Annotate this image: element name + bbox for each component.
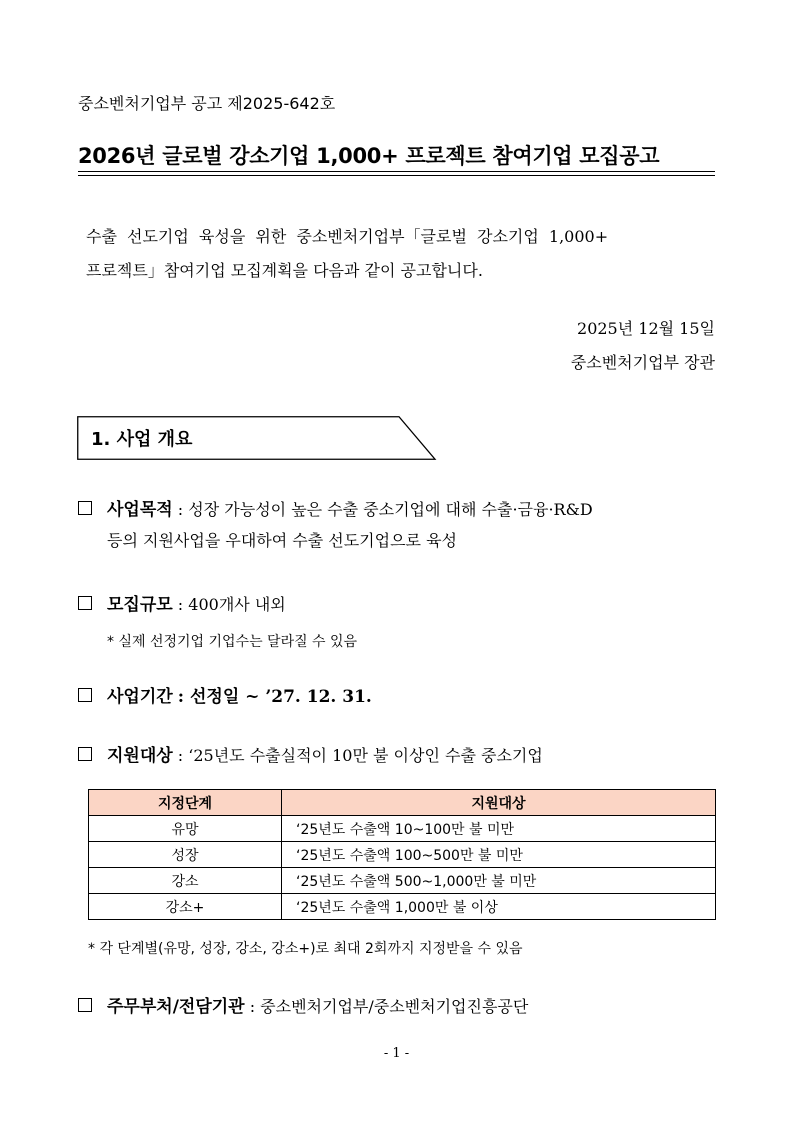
checkbox-icon bbox=[78, 998, 92, 1012]
table-cell: ‘25년도 수출액 500~1,000만 불 미만 bbox=[282, 868, 716, 894]
period-label: 사업기간 bbox=[107, 687, 173, 707]
title-underline-double bbox=[78, 175, 715, 176]
purpose-text: 성장 가능성이 높은 수출 중소기업에 대해 수출·금융·R&D bbox=[188, 500, 593, 519]
intro-line-2: 프로젝트」참여기업 모집계획을 다음과 같이 공고합니다. bbox=[86, 261, 483, 280]
scale-text: 400개사 내외 bbox=[188, 595, 286, 614]
agency-item bbox=[78, 992, 529, 1017]
separator-colon: : bbox=[249, 997, 261, 1016]
intro-line-1: 수출 선도기업 육성을 위한 중소벤처기업부「글로벌 강소기업 1,000+ bbox=[86, 227, 609, 246]
section-heading: 1. 사업 개요 bbox=[91, 429, 193, 450]
table-cell: 강소 bbox=[89, 868, 282, 894]
table-cell: 강소+ bbox=[89, 894, 282, 920]
scale-item bbox=[78, 590, 286, 615]
table-row bbox=[89, 868, 716, 894]
table-cell: ‘25년도 수출액 1,000만 불 이상 bbox=[282, 894, 716, 920]
table-cell: 성장 bbox=[89, 842, 282, 868]
table-row bbox=[89, 816, 716, 842]
agency-label: 주무부처/전담기관 bbox=[107, 997, 245, 1017]
separator-colon: : bbox=[177, 595, 189, 614]
purpose-text-continued: 등의 지원사업을 우대하여 수출 선도기업으로 육성 bbox=[107, 531, 458, 550]
checkbox-icon bbox=[78, 501, 92, 515]
title-underline bbox=[78, 171, 715, 172]
purpose-item bbox=[78, 495, 593, 520]
table-cell: 유망 bbox=[89, 816, 282, 842]
separator-colon: : bbox=[177, 687, 190, 707]
checkbox-icon bbox=[78, 747, 92, 761]
target-table bbox=[88, 789, 716, 920]
checkbox-icon bbox=[78, 596, 92, 610]
intro-paragraph bbox=[86, 220, 716, 288]
period-item bbox=[78, 682, 372, 707]
table-header-row bbox=[89, 790, 716, 816]
document-title: 2026년 글로벌 강소기업 1,000+ 프로젝트 참여기업 모집공고 bbox=[78, 144, 660, 168]
agency-text: 중소벤처기업부/중소벤처기업진흥공단 bbox=[260, 997, 529, 1016]
table-row bbox=[89, 894, 716, 920]
target-label: 지원대상 bbox=[107, 746, 173, 766]
scale-label: 모집규모 bbox=[107, 595, 173, 615]
purpose-label: 사업목적 bbox=[107, 500, 173, 520]
target-item bbox=[78, 741, 543, 766]
separator-colon: : bbox=[177, 500, 189, 519]
table-header-cell: 지정단계 bbox=[89, 790, 282, 816]
table-row bbox=[89, 842, 716, 868]
table-note: * 각 단계별(유망, 성장, 강소, 강소+)로 최대 2회까지 지정받을 수 있음 bbox=[88, 941, 523, 957]
table-header-cell: 지원대상 bbox=[282, 790, 716, 816]
period-text: 선정일 ~ ’27. 12. 31. bbox=[190, 687, 372, 707]
separator-colon: : bbox=[177, 746, 189, 765]
notice-number: 중소벤처기업부 공고 제2025-642호 bbox=[78, 94, 336, 113]
table-cell: ‘25년도 수출액 10~100만 불 미만 bbox=[282, 816, 716, 842]
page-number: - 1 - bbox=[383, 1046, 410, 1061]
table-cell: ‘25년도 수출액 100~500만 불 미만 bbox=[282, 842, 716, 868]
notice-date: 2025년 12월 15일 bbox=[577, 319, 715, 338]
checkbox-icon bbox=[78, 688, 92, 702]
target-text: ‘25년도 수출실적이 10만 불 이상인 수출 중소기업 bbox=[188, 746, 543, 765]
notice-issuer: 중소벤처기업부 장관 bbox=[570, 353, 715, 372]
scale-note: * 실제 선정기업 기업수는 달라질 수 있음 bbox=[107, 634, 358, 650]
